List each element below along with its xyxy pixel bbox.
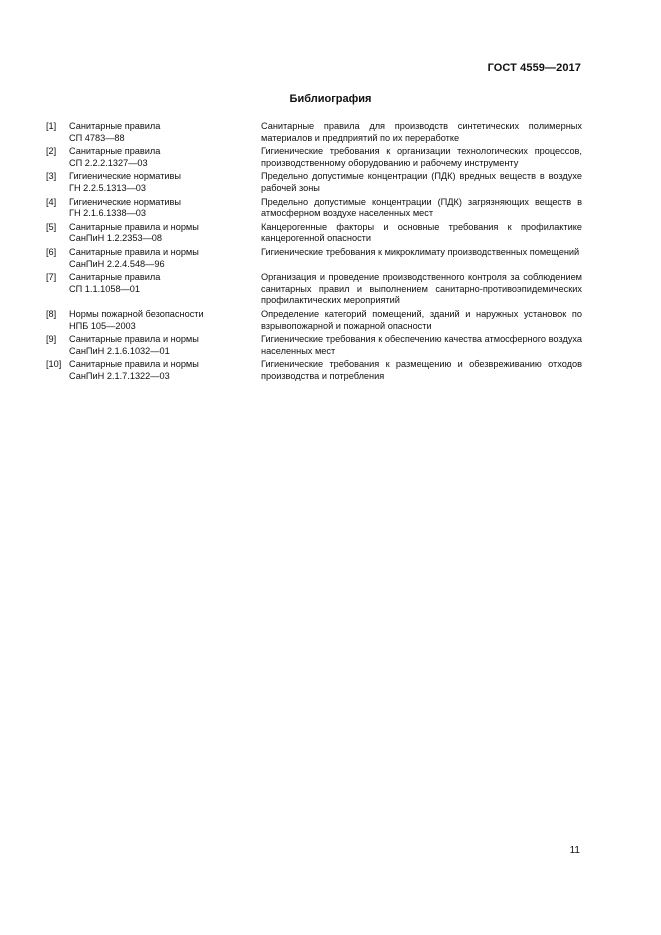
source-code: НПБ 105—2003	[69, 320, 136, 331]
source-type: Санитарные правила и нормы	[69, 334, 199, 345]
source-code: СП 4783—88	[69, 132, 125, 143]
entry-description: Предельно допустимые концентрации (ПДК) загрязняющих веществ в атмосферном воздухе населенных мест	[261, 196, 582, 219]
entry-description: Гигиенические требования к обеспечению качества атмосферного воздуха населенных мест	[261, 334, 582, 356]
entry-source	[69, 334, 261, 357]
bibliography-entry	[46, 146, 582, 169]
source-type: Санитарные правила и нормы	[69, 359, 199, 370]
entry-source	[69, 197, 261, 220]
entry-source	[69, 146, 261, 169]
source-code: СанПиН 2.2.4.548—96	[69, 258, 165, 269]
entry-number: [10]	[46, 359, 62, 370]
entry-source	[69, 247, 261, 270]
bibliography-entry	[46, 247, 582, 270]
bibliography-entry	[46, 334, 582, 357]
entry-number: [1]	[46, 121, 57, 131]
entry-number: [9]	[46, 334, 57, 345]
entry-number: [5]	[46, 221, 57, 232]
bibliography-list	[46, 121, 582, 384]
source-code: ГН 2.2.5.1313—03	[69, 182, 146, 193]
source-code: СанПиН 2.1.6.1032—01	[69, 345, 170, 356]
source-type: Гигиенические нормативы	[69, 196, 182, 207]
entry-number: [7]	[46, 272, 57, 283]
entry-number: [4]	[46, 196, 57, 207]
entry-description: Гигиенические требования к организации технологических процессов, производственному оборудованию и рабочему инструменту	[261, 146, 582, 168]
source-type: Санитарные правила	[69, 121, 161, 131]
entry-source	[69, 222, 261, 245]
source-code: СанПиН 1.2.2353—08	[69, 233, 163, 244]
source-type: Санитарные правила и нормы	[69, 221, 199, 232]
section-title: Библиография	[289, 93, 372, 105]
bibliography-entry	[46, 197, 582, 220]
source-code: ГН 2.1.6.1338—03	[69, 208, 146, 219]
entry-number: [8]	[46, 308, 57, 319]
bibliography-entry	[46, 272, 582, 307]
bibliography-entry	[46, 171, 582, 194]
entry-source	[69, 121, 261, 144]
entry-description: Предельно допустимые концентрации (ПДК) вредных веществ в воздухе рабочей зоны	[261, 171, 582, 193]
document-code: ГОСТ 4559—2017	[487, 62, 581, 74]
source-type: Нормы пожарной безопасности	[69, 308, 204, 319]
entry-number: [6]	[46, 246, 57, 257]
source-type: Санитарные правила	[69, 272, 161, 283]
source-code: СП 1.1.1058—01	[69, 283, 140, 294]
entry-description: Канцерогенные факторы и основные требования к профилактике канцерогенной опасности	[261, 221, 582, 244]
source-code: СанПиН 2.1.7.1322—03	[69, 370, 170, 381]
entry-number: [3]	[46, 171, 57, 182]
entry-description: Гигиенические требования к микроклимату производственных помещений	[261, 246, 580, 257]
entry-number: [2]	[46, 146, 57, 157]
bibliography-entry	[46, 222, 582, 245]
bibliography-entry	[46, 121, 582, 144]
entry-description: Организация и проведение производственного контроля за соблюдением санитарных правил и выполнением санитарно-противоэпидемических профилактических мероприятий	[261, 272, 582, 306]
source-type: Санитарные правила	[69, 146, 161, 157]
entry-source	[69, 171, 261, 194]
source-type: Гигиенические нормативы	[69, 171, 182, 182]
entry-description: Санитарные правила для производств синтетических полимерных материалов и предприятий по их переработке	[261, 121, 582, 143]
source-type: Санитарные правила и нормы	[69, 246, 199, 257]
entry-description: Определение категорий помещений, зданий и наружных установок по взрывопожарной и пожарной опасности	[261, 308, 582, 331]
source-code: СП 2.2.2.1327—03	[69, 157, 148, 168]
bibliography-entry	[46, 359, 582, 382]
entry-source	[69, 309, 261, 332]
page-number: 11	[569, 845, 580, 856]
entry-description: Гигиенические требования к размещению и обезвреживанию отходов производства и потребления	[261, 359, 582, 381]
entry-source	[69, 359, 261, 382]
bibliography-entry	[46, 309, 582, 332]
entry-source	[69, 272, 261, 295]
